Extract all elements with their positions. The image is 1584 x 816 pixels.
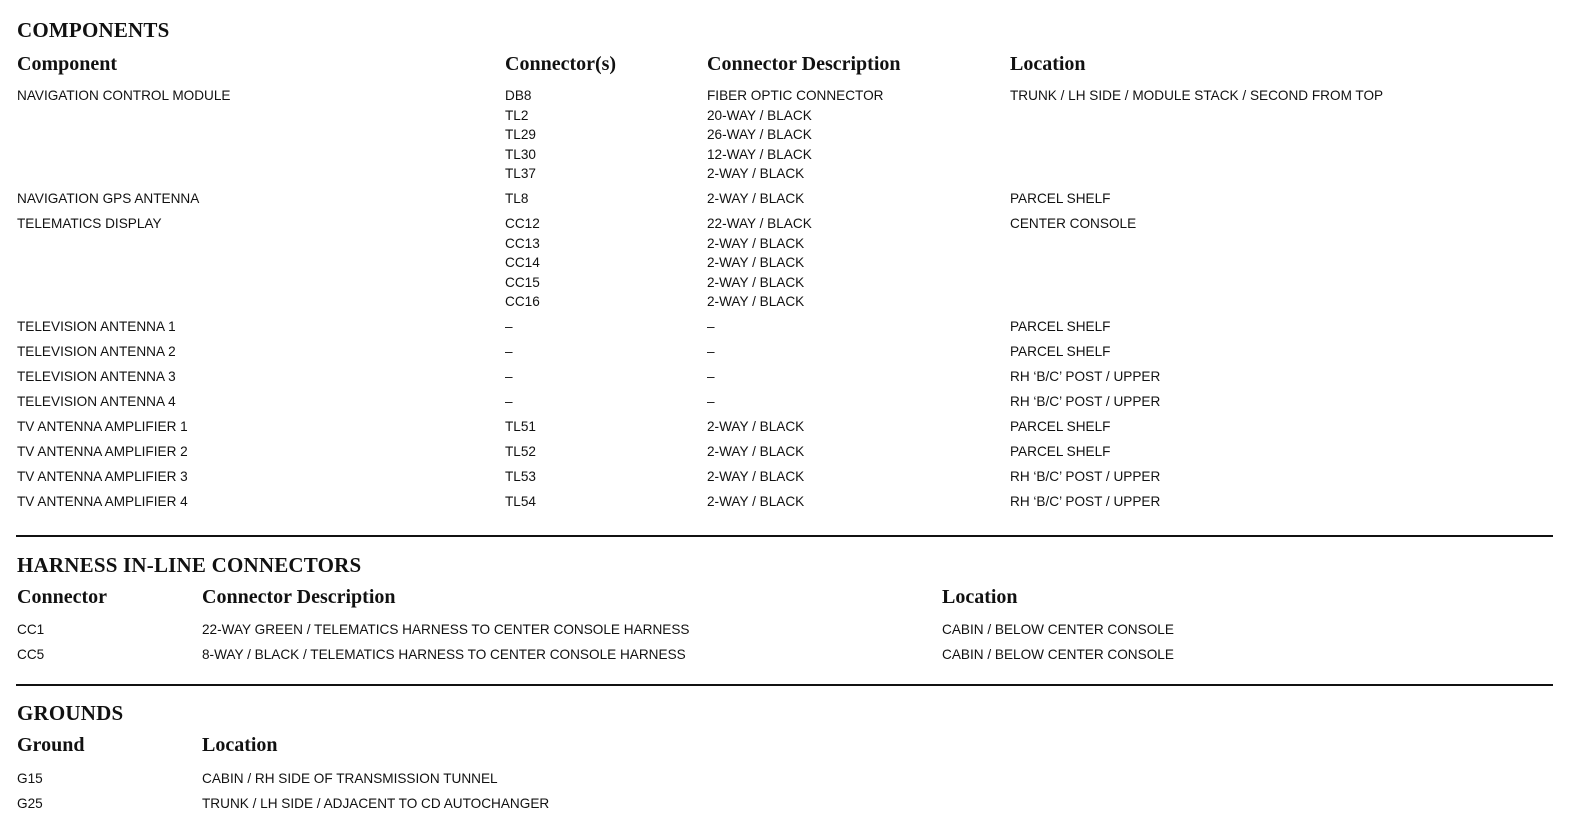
- connector-list: [505, 342, 513, 362]
- component-name: TV ANTENNA AMPLIFIER 4: [17, 494, 188, 509]
- grounds-header-ground: Ground: [17, 734, 85, 756]
- connector-list: [505, 189, 528, 209]
- connector-list-line: TL2: [505, 107, 529, 123]
- connector-list-line: TL54: [505, 494, 536, 509]
- ground-id: G25: [17, 796, 43, 811]
- connector-list-line: TL30: [505, 146, 536, 162]
- grounds-title: GROUNDS: [17, 701, 124, 725]
- connector-description-list: [707, 189, 804, 209]
- component-name: TV ANTENNA AMPLIFIER 3: [17, 469, 188, 484]
- connector-list-line: –: [505, 319, 513, 334]
- connector-description-list: [707, 367, 715, 387]
- connector-description-list-line: 2-WAY / BLACK: [707, 494, 805, 509]
- connector-description-list-line: 2-WAY / BLACK: [707, 274, 805, 290]
- component-name: TELEVISION ANTENNA 3: [17, 369, 176, 384]
- components-header-connectors: Connector(s): [505, 53, 617, 75]
- connector-list-line: TL29: [505, 127, 536, 142]
- component-location: CENTER CONSOLE: [1010, 216, 1137, 231]
- component-location: PARCEL SHELF: [1010, 319, 1111, 334]
- connector-description-list-line: 12-WAY / BLACK: [707, 146, 812, 162]
- component-location: PARCEL SHELF: [1010, 191, 1111, 206]
- connector-description-list: [707, 86, 883, 184]
- connector-list: [505, 442, 536, 462]
- harness-description: 8-WAY / BLACK / TELEMATICS HARNESS TO CENTER CONSOLE HARNESS: [202, 647, 686, 662]
- connector-list-line: CC13: [505, 235, 540, 251]
- component-location: RH ‘B/C’ POST / UPPER: [1010, 469, 1161, 484]
- divider: [16, 684, 1553, 686]
- connector-list-line: TL51: [505, 419, 536, 434]
- component-name: TELEVISION ANTENNA 2: [17, 344, 176, 359]
- components-header-component: Component: [17, 53, 118, 75]
- component-name: TV ANTENNA AMPLIFIER 1: [17, 419, 188, 434]
- connector-description-list: [707, 342, 715, 362]
- connector-list: [505, 492, 536, 512]
- connector-description-list-line: 2-WAY / BLACK: [707, 191, 805, 206]
- connector-description-list-line: 2-WAY / BLACK: [707, 419, 805, 434]
- connector-description-list-line: FIBER OPTIC CONNECTOR: [707, 88, 884, 103]
- component-name: TV ANTENNA AMPLIFIER 2: [17, 444, 188, 459]
- connector-list: [505, 214, 540, 312]
- connector-list: [505, 467, 536, 487]
- harness-connector: CC5: [17, 647, 45, 662]
- connector-list: [505, 86, 536, 184]
- harness-header-description: Connector Description: [202, 586, 396, 608]
- connector-description-list: [707, 392, 715, 412]
- divider: [16, 535, 1553, 537]
- connector-description-list-line: 2-WAY / BLACK: [707, 294, 805, 309]
- connector-description-list-line: 2-WAY / BLACK: [707, 166, 805, 181]
- connector-list: [505, 367, 513, 387]
- ground-location: CABIN / RH SIDE OF TRANSMISSION TUNNEL: [202, 771, 498, 786]
- connector-description-list-line: 2-WAY / BLACK: [707, 444, 805, 459]
- connector-list-line: –: [505, 369, 513, 384]
- connector-description-list-line: 2-WAY / BLACK: [707, 235, 805, 251]
- components-header-location: Location: [1010, 53, 1086, 75]
- connector-description-list-line: 2-WAY / BLACK: [707, 255, 805, 270]
- component-location: TRUNK / LH SIDE / MODULE STACK / SECOND FROM TOP: [1010, 88, 1384, 103]
- component-name: TELEMATICS DISPLAY: [17, 216, 162, 231]
- connector-description-list-line: –: [707, 319, 715, 334]
- connector-list: [505, 317, 513, 337]
- connector-description-list-line: –: [707, 344, 715, 359]
- connector-description-list-line: 2-WAY / BLACK: [707, 469, 805, 484]
- connector-list: [505, 417, 536, 437]
- component-location: RH ‘B/C’ POST / UPPER: [1010, 494, 1161, 509]
- connector-list-line: –: [505, 344, 513, 359]
- connector-list-line: TL8: [505, 191, 529, 206]
- connector-description-list: [707, 492, 804, 512]
- connector-list-line: CC16: [505, 294, 540, 309]
- component-location: PARCEL SHELF: [1010, 419, 1111, 434]
- component-location: PARCEL SHELF: [1010, 444, 1111, 459]
- component-name: TELEVISION ANTENNA 1: [17, 319, 176, 334]
- harness-header-location: Location: [942, 586, 1018, 608]
- grounds-header-location: Location: [202, 734, 278, 756]
- connector-list-line: TL53: [505, 469, 536, 484]
- connector-list: [505, 392, 513, 412]
- connector-list-line: TL37: [505, 166, 536, 181]
- harness-title: HARNESS IN-LINE CONNECTORS: [17, 553, 362, 577]
- connector-description-list-line: 22-WAY / BLACK: [707, 216, 812, 231]
- harness-description: 22-WAY GREEN / TELEMATICS HARNESS TO CENTER CONSOLE HARNESS: [202, 622, 690, 637]
- connector-description-list-line: 26-WAY / BLACK: [707, 127, 812, 142]
- connector-description-list: [707, 317, 715, 337]
- connector-description-list: [707, 214, 812, 312]
- ground-id: G15: [17, 771, 43, 786]
- connector-description-list-line: –: [707, 369, 715, 384]
- component-location: RH ‘B/C’ POST / UPPER: [1010, 394, 1161, 409]
- connector-list-line: –: [505, 394, 513, 409]
- connector-description-list: [707, 467, 804, 487]
- connector-list-line: DB8: [505, 88, 532, 103]
- harness-connector: CC1: [17, 622, 45, 637]
- components-title: COMPONENTS: [17, 18, 170, 42]
- component-location: PARCEL SHELF: [1010, 344, 1111, 359]
- connector-list-line: CC12: [505, 216, 540, 231]
- connector-list-line: CC14: [505, 255, 540, 270]
- harness-header-connector: Connector: [17, 586, 107, 608]
- ground-location: TRUNK / LH SIDE / ADJACENT TO CD AUTOCHANGER: [202, 796, 550, 811]
- components-header-description: Connector Description: [707, 53, 901, 75]
- harness-location: CABIN / BELOW CENTER CONSOLE: [942, 647, 1174, 662]
- connector-list-line: TL52: [505, 444, 536, 459]
- component-name: TELEVISION ANTENNA 4: [17, 394, 176, 409]
- connector-description-list-line: –: [707, 394, 715, 409]
- connector-description-list: [707, 417, 804, 437]
- harness-location: CABIN / BELOW CENTER CONSOLE: [942, 622, 1174, 637]
- component-location: RH ‘B/C’ POST / UPPER: [1010, 369, 1161, 384]
- component-name: NAVIGATION CONTROL MODULE: [17, 88, 231, 103]
- component-name: NAVIGATION GPS ANTENNA: [17, 191, 200, 206]
- connector-list-line: CC15: [505, 274, 540, 290]
- connector-description-list: [707, 442, 804, 462]
- connector-description-list-line: 20-WAY / BLACK: [707, 107, 812, 123]
